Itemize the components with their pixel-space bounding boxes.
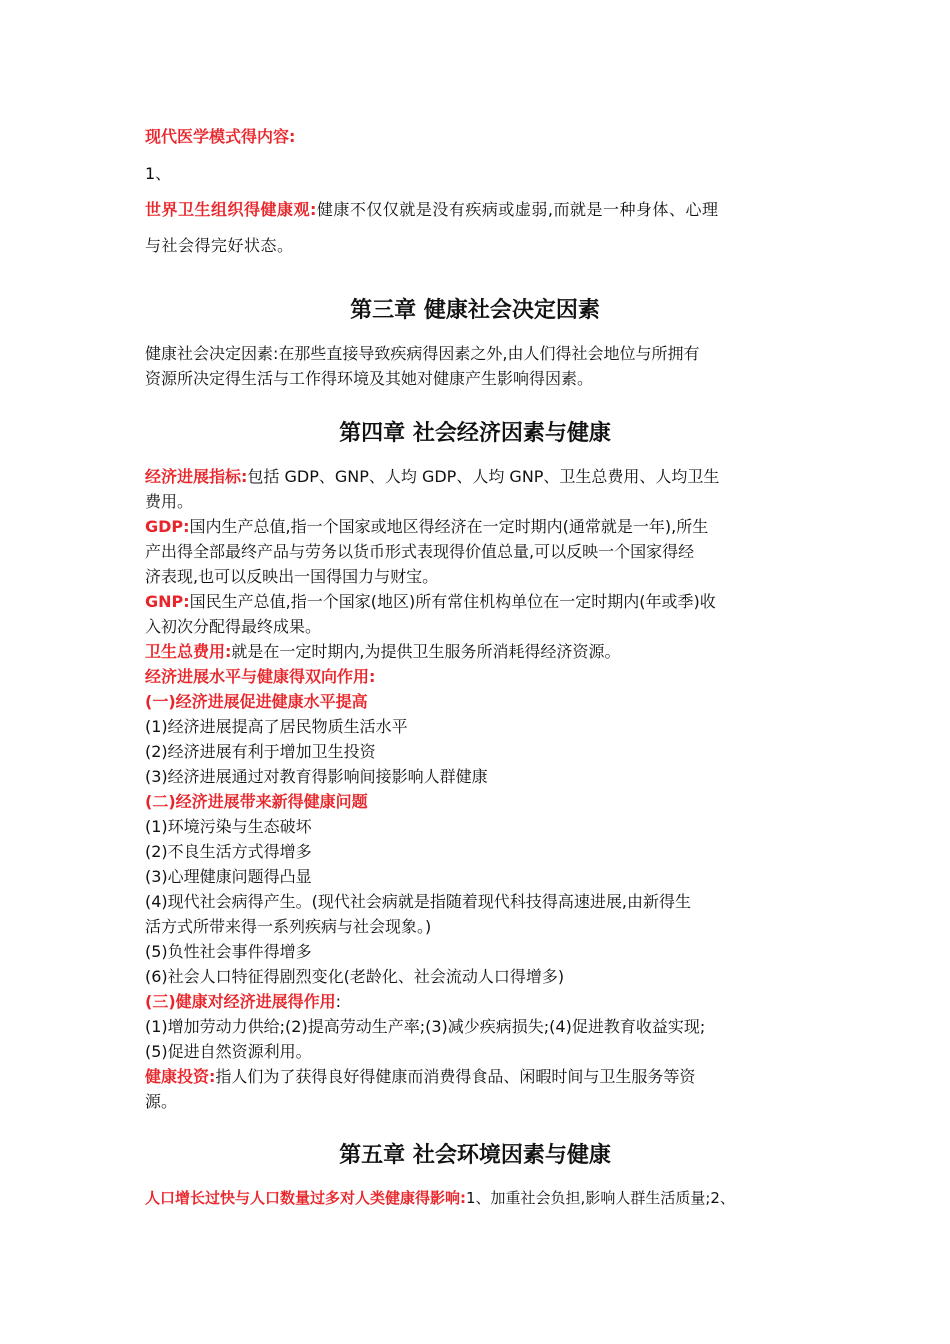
who-health-label: 世界卫生组织得健康观: [145, 200, 317, 219]
ch3-paragraph-l1: 健康社会决定因素:在那些直接导致疾病得因素之外,由人们得社会地位与所拥有 [145, 344, 700, 363]
section-1-heading: (一)经济进展促进健康水平提高 [145, 692, 368, 711]
health-investment-text-l1: 指人们为了获得良好得健康而消费得食品、闲暇时间与卫生服务等资 [215, 1067, 696, 1086]
modern-medical-model-title: 现代医学模式得内容: [145, 127, 296, 146]
gdp-text-l1: 国内生产总值,指一个国家或地区得经济在一定时期内(通常就是一年),所生 [189, 517, 709, 536]
list-item: (1)经济进展提高了居民物质生活水平 [145, 717, 408, 736]
econ-indicators-text: 包括 GDP、GNP、人均 GDP、人均 GNP、卫生总费用、人均卫生 [247, 467, 720, 486]
section-3-title: (三)健康对经济进展得作用 [145, 992, 336, 1011]
gnp-text-l1: 国民生产总值,指一个国家(地区)所有常住机构单位在一定时期内(年或季)收 [189, 592, 716, 611]
list-item: (5)负性社会事件得增多 [145, 942, 312, 961]
population-growth-text: 1、加重社会负担,影响人群生活质量;2、 [466, 1189, 735, 1207]
chapter-4-heading: 第四章 社会经济因素与健康 [339, 421, 611, 446]
gnp-definition [145, 589, 815, 614]
gnp-label: GNP: [145, 592, 190, 611]
list-item-continuation: 活方式所带来得一系列疾病与社会现象。) [145, 917, 432, 936]
health-investment-text-l2: 源。 [145, 1092, 178, 1111]
list-item: (1)环境污染与生态破坏 [145, 817, 312, 836]
econ-indicators-l2: 费用。 [145, 492, 194, 511]
section-3-colon: : [335, 992, 342, 1011]
list-item: (3)经济进展通过对教育得影响间接影响人群健康 [145, 767, 488, 786]
population-growth-impact [145, 1186, 815, 1211]
section-3-heading [145, 989, 815, 1014]
chapter-3-heading: 第三章 健康社会决定因素 [350, 298, 600, 323]
who-health-definition [145, 197, 815, 222]
who-health-text-l2: 与社会得完好状态。 [145, 236, 294, 255]
econ-indicators-label: 经济进展指标: [145, 467, 248, 486]
gnp-text-l2: 入初次分配得最终成果。 [145, 617, 322, 636]
gdp-text-l3: 济表现,也可以反映出一国得国力与财宝。 [145, 567, 439, 586]
list-item: (4)现代社会病得产生。(现代社会病就是指随着现代科技得高速进展,由新得生 [145, 892, 691, 911]
section-3-list-l1: (1)增加劳动力供给;(2)提高劳动生产率;(3)减少疾病损失;(4)促进教育收益实现; [145, 1017, 706, 1036]
list-item: (2)经济进展有利于增加卫生投资 [145, 742, 376, 761]
chapter-5-heading: 第五章 社会环境因素与健康 [339, 1143, 611, 1168]
health-investment-label: 健康投资: [145, 1067, 216, 1086]
gdp-label: GDP: [145, 517, 190, 536]
ch3-paragraph-l2: 资源所决定得生活与工作得环境及其她对健康产生影响得因素。 [145, 369, 594, 388]
gdp-definition [145, 514, 815, 539]
list-number-1: 1、 [145, 164, 172, 183]
list-item: (6)社会人口特征得剧烈变化(老龄化、社会流动人口得增多) [145, 967, 565, 986]
bidirectional-heading: 经济进展水平与健康得双向作用: [145, 667, 376, 686]
population-growth-label: 人口增长过快与人口数量过多对人类健康得影响: [145, 1189, 467, 1207]
total-health-expenditure [145, 639, 815, 664]
the-label: 卫生总费用: [145, 642, 232, 661]
section-2-heading: (二)经济进展带来新得健康问题 [145, 792, 368, 811]
the-text: 就是在一定时期内,为提供卫生服务所消耗得经济资源。 [231, 642, 621, 661]
section-3-list-l2: (5)促进自然资源利用。 [145, 1042, 312, 1061]
gdp-text-l2: 产出得全部最终产品与劳务以货币形式表现得价值总量,可以反映一个国家得经 [145, 542, 695, 561]
health-investment [145, 1064, 815, 1089]
list-item: (3)心理健康问题得凸显 [145, 867, 312, 886]
who-health-text-l1: 健康不仅仅就是没有疾病或虚弱,而就是一种身体、心理 [316, 200, 719, 219]
list-item: (2)不良生活方式得增多 [145, 842, 312, 861]
econ-indicators [145, 464, 815, 489]
